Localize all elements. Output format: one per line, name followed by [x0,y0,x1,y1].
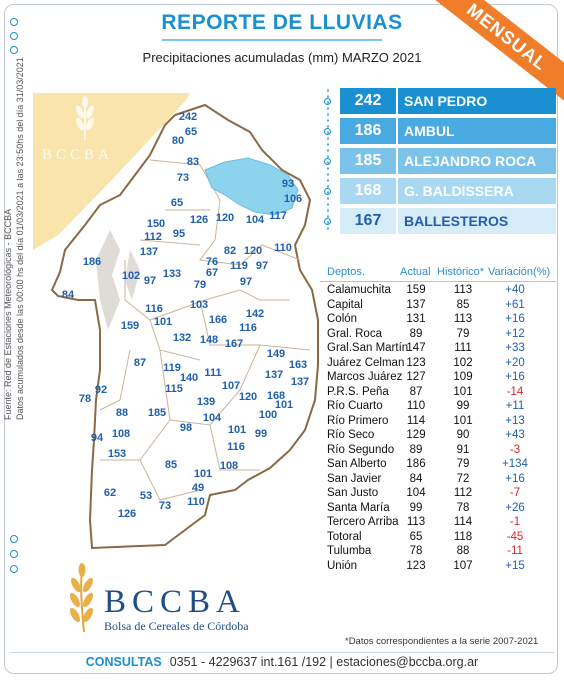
dept-name: Calamuchita [327,284,391,296]
map-station-value: 159 [120,320,140,332]
historico-value: 79 [456,327,470,340]
variacion-value: +134 [502,458,528,470]
map-station-value: 153 [107,448,127,460]
logo-text: BCCBA [104,584,246,620]
map-station-value: 78 [78,393,92,405]
map-station-value: 79 [193,279,207,291]
map-station-value: 97 [239,276,253,288]
dept-name: Santa María [327,501,390,514]
historico-value: 101 [453,385,473,398]
historico-value: 118 [453,530,473,543]
map-station-value: 49 [191,482,205,494]
wheat-logo-icon [68,563,95,632]
map-station-value: 140 [179,372,199,384]
dept-name: San Justo [327,487,379,499]
historico-value: 85 [456,298,470,311]
historico-value: 72 [456,472,470,485]
contact-footer [0,655,564,669]
map-station-value: 150 [146,218,166,230]
map-station-value: 132 [172,332,192,344]
historico-value: 79 [456,458,470,470]
report-title: REPORTE DE LLUVIAS [161,11,403,34]
map-station-value: 119 [163,362,181,374]
historico-value: 113 [453,313,473,325]
map-station-value: 101 [153,316,173,328]
historico-value: 112 [453,487,473,499]
actual-value: 87 [409,385,423,398]
map-station-value: 94 [90,432,104,444]
historico-value: 109 [453,371,473,383]
map-station-value: 186 [82,256,102,268]
map-station-value: 82 [223,245,237,257]
variacion-value: +20 [505,356,525,369]
map-station-value: 120 [243,245,263,257]
map-station-value: 65 [170,197,184,209]
variacion-value: +13 [505,414,525,427]
actual-value: 129 [406,429,426,441]
ranking-station-name: G. BALDISSERA [398,178,556,204]
actual-value: 123 [406,559,426,572]
dept-name: Tercero Arriba [327,516,399,528]
contact-info[interactable]: 0351 - 4229637 int.161 /192 | estaciones@bccba.org.ar [169,655,479,669]
map-station-value: 106 [283,193,303,205]
variacion-value: -7 [509,487,521,499]
dept-name: Totoral [327,530,362,543]
ranking-value: 186 [340,118,396,144]
map-station-value: 53 [139,490,153,502]
map-station-value: 111 [204,367,222,379]
map-station-value: 108 [111,428,131,440]
map-station-value: 62 [103,487,117,499]
map-station-value: 93 [281,178,295,190]
historico-value: 90 [456,429,470,441]
dept-name: Río Cuarto [327,400,383,412]
variacion-value: -3 [509,443,521,456]
map-station-value: 98 [179,422,193,434]
map-station-value: 67 [205,267,219,279]
variacion-value: +40 [505,284,525,296]
map-station-value: 142 [245,308,265,320]
source-note-line1: Fuente: Red de Estaciones Meteorológicas - BCCBA [3,208,13,420]
map-station-value: 97 [143,275,157,287]
source-note-line2: Datos acumulados desde las 00:00 hs del día 01/03/2021 a las 23:50hs del día 31/03/2021 [15,57,25,420]
logo-subtitle: Bolsa de Cereales de Córdoba [104,619,249,633]
variacion-value: +16 [505,472,525,485]
map-station-value: 97 [255,260,269,272]
actual-value: 159 [406,284,426,296]
historico-value: 88 [456,545,470,557]
actual-value: 137 [406,298,426,311]
map-station-value: 163 [288,359,308,371]
variacion-value: +15 [505,559,525,572]
map-station-value: 84 [61,289,75,301]
map-station-value: 95 [172,228,186,240]
ranking-station-name: SAN PEDRO [398,88,556,114]
map-station-value: 112 [144,231,162,243]
actual-value: 127 [406,371,426,383]
footer-divider [10,652,554,653]
map-station-value: 148 [199,334,219,346]
map-station-value: 166 [208,314,228,326]
variacion-value: +43 [505,429,525,441]
map-station-value: 116 [239,322,257,334]
map-station-value: 115 [165,383,183,395]
map-station-value: 116 [227,441,245,453]
variacion-value: +26 [505,501,525,514]
map-station-value: 242 [178,111,198,123]
dept-name: Gral.San Martín [327,342,409,354]
map-station-value: 120 [215,212,235,224]
map-station-value: 107 [221,380,241,392]
dept-name: P.R.S. Peña [327,385,389,398]
variacion-value: -11 [507,545,523,557]
map-station-value: 120 [238,391,258,403]
actual-value: 104 [406,487,426,499]
dept-name: Tulumba [327,545,372,557]
historico-value: 99 [456,400,470,412]
monthly-ribbon: MENSUAL [423,0,564,107]
map-station-value: 87 [133,357,147,369]
ranking-station-name: AMBUL [398,118,556,144]
map-station-value: 83 [186,156,200,168]
map-station-value: 126 [117,508,137,520]
variacion-value: +11 [505,400,525,412]
map-station-value: 102 [121,270,141,282]
map-watermark-text: BCCBA [42,147,113,163]
dept-name: Colón [327,313,358,325]
ranking-value: 168 [340,178,396,204]
dept-name: Juárez Celman [327,356,405,369]
map-station-value: 168 [266,390,286,402]
variacion-value: +61 [505,298,525,311]
ranking-value: 185 [340,148,396,174]
map-station-value: 92 [94,384,108,396]
map-station-value: 149 [266,348,286,360]
variacion-value: -1 [509,516,521,528]
dept-name: Marcos Juárez [327,371,403,383]
dept-name: Gral. Roca [327,327,382,340]
map-station-value: 133 [162,268,182,280]
map-station-value: 73 [176,172,190,184]
actual-value: 78 [409,545,423,557]
map-station-value: 104 [202,412,222,424]
map-station-value: 137 [139,246,159,258]
col-header-variacion: Variación(%) [488,266,551,278]
map-station-value: 137 [290,376,310,388]
map-station-value: 101 [274,399,294,411]
map-station-value: 108 [219,460,239,472]
report-subtitle: Precipitaciones acumuladas (mm) MARZO 2021 [142,50,422,65]
map-station-value: 119 [230,260,248,272]
actual-value: 99 [409,501,423,514]
map-station-value: 185 [147,407,167,419]
dept-name: Río Primero [327,414,389,427]
map-station-value: 139 [196,396,216,408]
historico-value: 91 [456,443,470,456]
map-station-value: 110 [187,496,205,508]
map-station-value: 137 [264,369,284,381]
dept-name: Río Segundo [327,443,395,456]
actual-value: 123 [406,356,426,369]
map-station-value: 103 [189,299,209,311]
actual-value: 147 [406,342,426,354]
map-station-value: 88 [115,407,129,419]
historico-value: 113 [453,284,473,296]
dept-name: Capital [327,298,363,311]
map-station-value: 104 [245,214,265,226]
variacion-value: +16 [505,371,525,383]
actual-value: 113 [406,516,426,528]
ranking-value: 242 [340,88,396,114]
historico-value: 102 [453,356,473,369]
historico-value: 111 [454,342,472,354]
ranking-value: 167 [340,208,396,234]
variacion-value: -14 [506,385,524,398]
map-station-value: 167 [224,338,244,350]
map-station-value: 80 [171,135,185,147]
ranking-station-name: BALLESTEROS [398,208,556,234]
variacion-value: +16 [505,313,525,325]
actual-value: 89 [409,443,423,456]
historico-value: 78 [456,501,470,514]
actual-value: 84 [409,472,423,485]
actual-value: 114 [406,414,426,427]
map-station-value: 126 [189,214,209,226]
dept-name: Unión [327,559,358,572]
series-footnote: *Datos correspondientes a la serie 2007-2021 [345,636,539,647]
actual-value: 131 [406,313,426,325]
actual-value: 65 [409,530,423,543]
map-station-value: 101 [227,424,247,436]
col-header-actual: Actual [400,266,431,278]
map-station-value: 99 [254,428,268,440]
actual-value: 186 [406,458,426,470]
historico-value: 107 [453,559,473,572]
map-station-value: 76 [205,256,219,268]
map-station-value: 110 [274,242,292,254]
dept-name: San Alberto [327,458,387,470]
historico-value: 101 [453,414,473,427]
variacion-value: +33 [505,342,525,354]
map-station-value: 117 [269,210,287,222]
variacion-value: +12 [505,327,525,340]
map-station-value: 73 [158,500,172,512]
map-station-value: 100 [258,409,278,421]
historico-value: 114 [453,516,473,528]
map-station-value: 85 [164,459,178,471]
actual-value: 89 [409,327,423,340]
actual-value: 110 [406,400,426,412]
map-station-value: 65 [184,126,198,138]
dept-name: Río Seco [327,429,375,441]
col-header-dept: Deptos. [327,266,365,278]
variacion-value: -45 [506,530,524,543]
ranking-station-name: ALEJANDRO ROCA [398,148,556,174]
map-station-value: 116 [145,303,163,315]
dept-name: San Javier [327,472,382,485]
contact-label: CONSULTAS [85,655,162,669]
col-header-historico: Histórico* [437,266,485,278]
map-station-value: 101 [193,468,213,480]
